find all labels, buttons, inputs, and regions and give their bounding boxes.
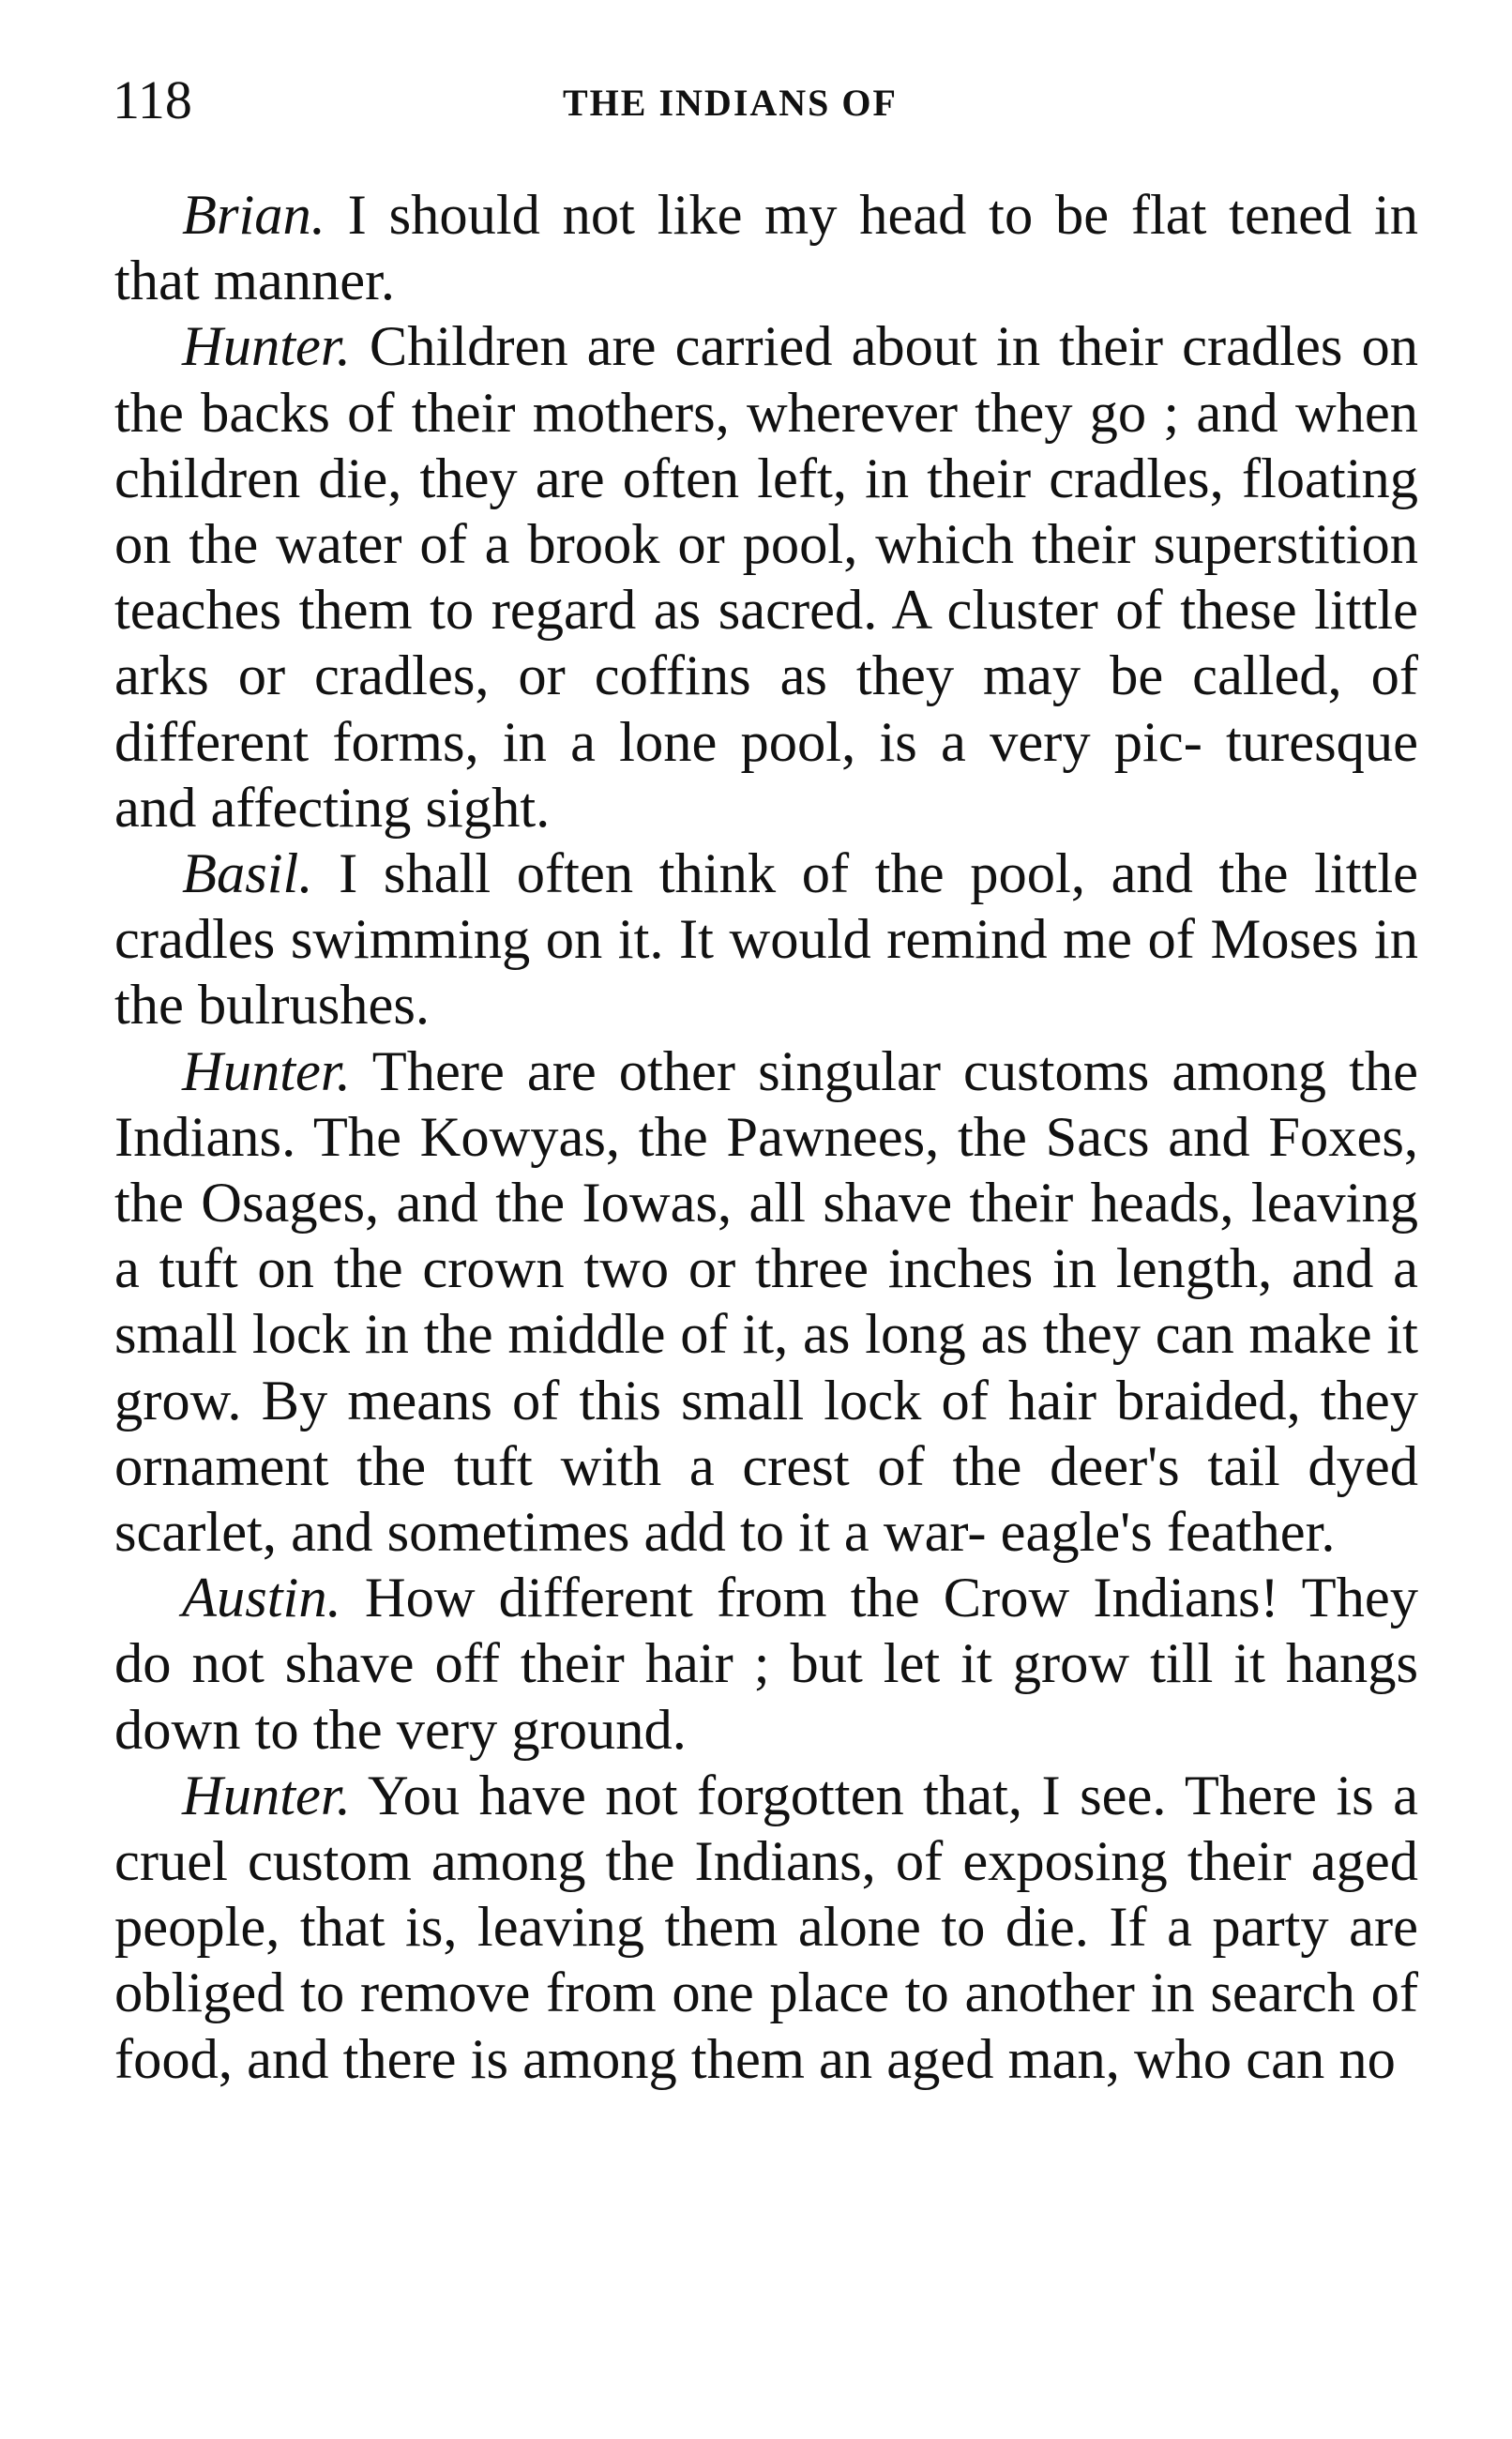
paragraph-brian bbox=[114, 183, 1418, 314]
speaker-name: Brian. bbox=[182, 184, 325, 247]
page-number: 118 bbox=[113, 69, 192, 130]
speaker-name: Hunter. bbox=[182, 1764, 351, 1827]
paragraph-text: There are other singular customs among the Indians. The Kowyas, the Pawnees, the Sacs and Foxes, the Osages, and the Iowas, all shave their heads, leaving a tuft on the crown two or three inches in length, and a small lock in the middle of it, as long as they can make it grow. By means of this small lock of hair braided, they ornament the tuft with a crest of the deer's tail dyed scarlet, and sometimes add to it a war- eagle's feather. bbox=[114, 1039, 1418, 1565]
paragraph-hunter-aged bbox=[114, 1764, 1418, 2093]
paragraph-text: How different from the Crow Indians! They do not shave off their hair ; but let it grow till it hangs down to the very ground. bbox=[114, 1567, 1418, 1762]
paragraph-austin bbox=[114, 1566, 1418, 1764]
paragraph-basil bbox=[114, 841, 1418, 1039]
paragraph-text: You have not forgotten that, I see. There is a cruel custom among the Indians, of exposing their aged people, that is, leaving them alone to die. If a party are obliged to remove from one place to another in search of food, and there is among them an aged man, who can no bbox=[114, 1764, 1418, 2091]
page-header bbox=[113, 68, 1426, 133]
speaker-name: Hunter. bbox=[182, 1039, 351, 1103]
paragraph-hunter-customs bbox=[114, 1039, 1418, 1567]
paragraph-text: I shall often think of the pool, and the little cradles swimming on it. It would remind me of Moses in the bulrushes. bbox=[114, 842, 1418, 1038]
paragraph-hunter-cradles bbox=[114, 314, 1418, 841]
speaker-name: Basil. bbox=[182, 842, 313, 906]
running-head: THE INDIANS OF bbox=[563, 82, 898, 124]
speaker-name: Austin. bbox=[182, 1567, 341, 1630]
speaker-name: Hunter. bbox=[182, 315, 351, 379]
paragraph-text: I should not like my head to be flat tened in that manner. bbox=[114, 184, 1418, 313]
body-text bbox=[114, 183, 1418, 2093]
paragraph-text: Children are carried about in their cradles on the backs of their mothers, wherever they go ; and when children die, they are often left, in their cradles, floating on the water of a brook or pool, which their superstition teaches them to regard as sacred. A cluster of these little arks or cradles, or coffins as they may be called, of different forms, in a lone pool, is a very pic- turesque and affecting sight. bbox=[114, 315, 1418, 840]
